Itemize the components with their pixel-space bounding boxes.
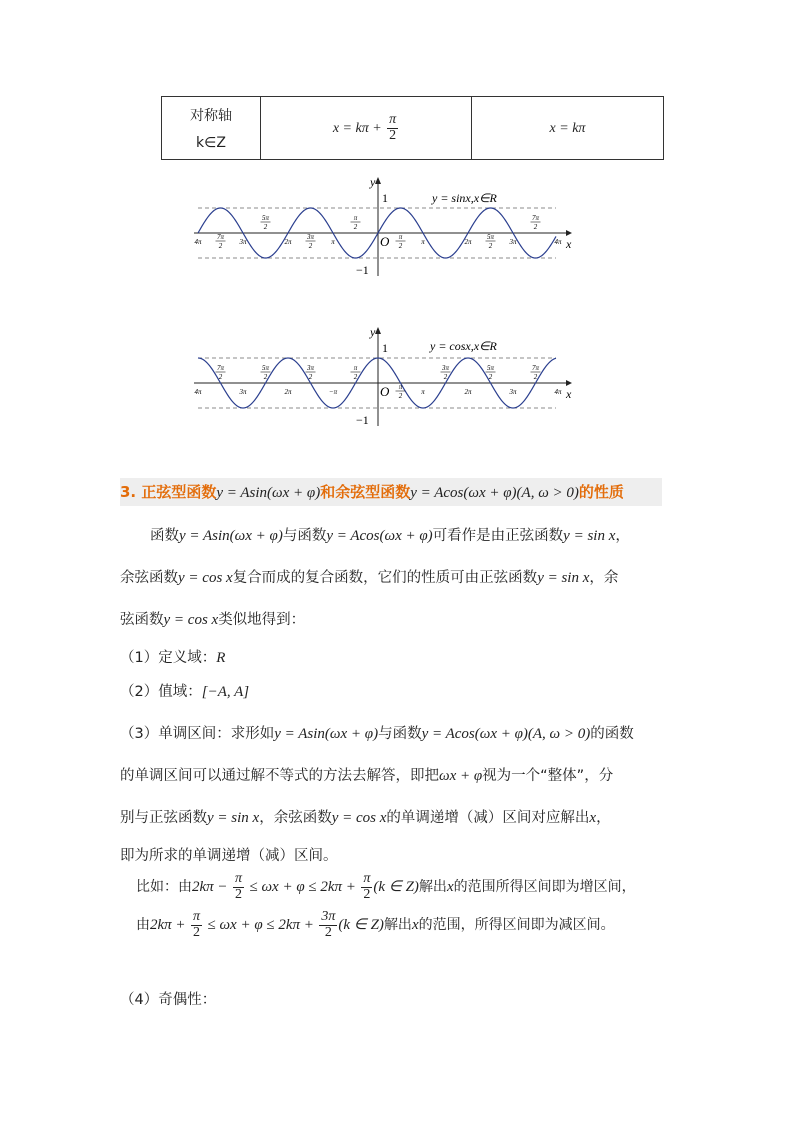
tick-label-above-denominator: 2 [533, 223, 538, 231]
tick-label-below-numerator: 5π [486, 233, 495, 241]
tick-label-above-numerator: 7π [531, 214, 540, 222]
tick-label-below-numerator: π [398, 233, 403, 241]
tick-label-below-denominator: 2 [398, 242, 403, 250]
math: ωx + φ [439, 768, 483, 784]
tick-label-above-denominator: 2 [443, 373, 448, 381]
tick-label-below-denominator: 2 [218, 242, 223, 250]
fraction-numerator: 3π [321, 909, 336, 924]
x-axis-label: x [566, 387, 572, 401]
tick-label-above-denominator: 2 [488, 373, 493, 381]
x-axis-arrow-icon [566, 380, 572, 386]
tick-label-below: π [331, 238, 335, 246]
text: ，余 [589, 570, 619, 586]
tick-label-below: 4π [554, 388, 562, 396]
symmetry-axis-table [161, 96, 664, 160]
monotonic-line-1 [120, 722, 634, 743]
example-increasing [136, 872, 636, 902]
fraction-denominator: 2 [324, 924, 332, 940]
math: y = cos x [331, 810, 387, 826]
text: 别与正弦函数 [120, 810, 207, 826]
k-in-z-label: k∈Z [196, 135, 226, 151]
tick-label-below: 2π [464, 388, 472, 396]
range-item [120, 680, 249, 701]
section-heading [120, 478, 662, 506]
min-label: −1 [356, 263, 369, 277]
monotonic-line-3 [120, 806, 611, 827]
tick-label-below: −π [328, 388, 338, 396]
tick-label-below: 3π [239, 388, 247, 396]
intro-line-1 [150, 524, 630, 545]
tick-label-above-numerator: 7π [531, 364, 540, 372]
fraction-numerator: π [363, 871, 371, 886]
tick-label-above-numerator: π [353, 364, 358, 372]
y-axis-arrow-icon [375, 177, 381, 184]
tick-label-below: 2π [284, 388, 292, 396]
origin-label: O [380, 234, 390, 249]
fraction-denominator: 2 [193, 924, 200, 940]
text: （3）单调区间：求形如 [120, 726, 275, 742]
tick-label-above-numerator: 5π [486, 364, 495, 372]
y-axis-label: y [370, 325, 376, 339]
item-label: （4）奇偶性： [120, 992, 217, 1008]
intro-line-2 [120, 566, 618, 587]
tick-label-above-denominator: 2 [533, 373, 538, 381]
math: y = cos x [178, 570, 233, 586]
sine-graph [190, 172, 580, 282]
math: (k ∈ Z) [338, 917, 384, 934]
x-axis-arrow-icon [566, 230, 572, 236]
text: 余弦函数 [120, 570, 178, 586]
tick-label-above-numerator: π [353, 214, 358, 222]
origin-label: O [380, 384, 390, 399]
math: [−A, A] [201, 684, 250, 700]
math: ≤ ωx + φ ≤ 2kπ + [249, 879, 356, 896]
math: x [446, 879, 454, 896]
text: 与函数 [282, 528, 327, 544]
fraction-numerator: π [389, 111, 397, 127]
item-label: （2）值域： [120, 684, 202, 700]
tick-label-below: 3π [509, 388, 517, 396]
math: y = Acos(ωx + φ) [326, 528, 433, 544]
intro-line-3 [120, 608, 305, 629]
domain-item [120, 646, 225, 667]
tick-label-above-denominator: 2 [218, 373, 223, 381]
monotonic-line-4 [120, 844, 338, 865]
math: (k ∈ Z) [373, 879, 419, 896]
symmetry-axis-label: 对称轴 [190, 108, 232, 124]
pi-over-2-fraction [233, 872, 244, 902]
cosine-graph [190, 322, 580, 432]
math: y = sin x [563, 528, 616, 544]
3pi-over-2-fraction [319, 910, 337, 940]
y-axis-arrow-icon [375, 327, 381, 334]
tick-label-above-numerator: 7π [216, 364, 225, 372]
text: 函数 [150, 528, 179, 544]
tick-label-above-numerator: 3π [306, 364, 315, 372]
math: R [216, 650, 226, 666]
text: 的单调递增（减）区间对应解出 [386, 810, 590, 826]
tick-label-below-denominator: 2 [308, 242, 313, 250]
math: y = Acos(ωx + φ)(A, ω > 0) [421, 726, 591, 742]
math: y = cos x [163, 612, 219, 628]
tick-label-above-denominator: 2 [353, 223, 358, 231]
math: x [411, 917, 419, 934]
sin-symmetry-cell [261, 97, 472, 160]
heading-math: y = Acos(ωx + φ)(A, ω > 0) [410, 485, 579, 501]
symmetry-axis-label-cell [162, 97, 261, 160]
heading-text: 的性质 [578, 483, 624, 501]
tick-label-above-denominator: 2 [308, 373, 313, 381]
sin-symmetry-expr: x = kπ + [332, 121, 382, 136]
heading-math: y = Asin(ωx + φ) [216, 485, 321, 501]
text: 由 [136, 917, 150, 934]
text: 视为一个“整体”，分 [482, 768, 614, 784]
fraction-numerator: π [193, 909, 201, 924]
tick-label-below: 2π [284, 238, 292, 246]
tick-label-above-denominator: 2 [263, 223, 268, 231]
math: x [589, 810, 597, 826]
pi-over-2-fraction [387, 113, 398, 143]
max-label: 1 [382, 341, 388, 355]
tick-label-below: 4π [554, 238, 562, 246]
math: y = Asin(ωx + φ) [274, 726, 379, 742]
max-label: 1 [382, 191, 388, 205]
tick-label-above-denominator: 2 [353, 373, 358, 381]
text: 与函数 [378, 726, 422, 742]
tick-label-below: 3π [239, 238, 247, 246]
text: 的范围所得区间即为增区间， [453, 879, 636, 896]
monotonic-line-2 [120, 764, 613, 785]
tick-label-below: π [421, 388, 425, 396]
tick-label-below: 3π [509, 238, 517, 246]
text: ， [615, 528, 630, 544]
heading-text: 和余弦型函数 [320, 483, 411, 501]
fraction-denominator: 2 [235, 886, 242, 902]
text: 可看作是由正弦函数 [432, 528, 564, 544]
math: 2kπ + [150, 917, 186, 934]
text: ， [596, 810, 611, 826]
sine-function-label: y = sinx,x∈R [432, 191, 497, 205]
cosine-function-label: y = cosx,x∈R [430, 339, 497, 353]
tick-label-above-numerator: 5π [261, 214, 270, 222]
tick-label-below: 4π [194, 238, 202, 246]
tick-label-below-numerator: 3π [306, 233, 315, 241]
item-label: （1）定义域： [120, 650, 217, 666]
heading-text: 3. 正弦型函数 [120, 483, 217, 501]
math: ≤ ωx + φ ≤ 2kπ + [207, 917, 314, 934]
text: 的函数 [590, 726, 634, 742]
text: 的范围，所得区间即为减区间。 [418, 917, 615, 934]
tick-label-below-denominator: 2 [488, 242, 493, 250]
text: 比如：由 [136, 879, 192, 896]
min-label: −1 [356, 413, 369, 427]
tick-label-above-numerator: 3π [441, 364, 450, 372]
text: 解出 [383, 917, 412, 934]
cos-symmetry-cell [472, 97, 664, 160]
math: y = sin x [537, 570, 590, 586]
y-axis-label: y [370, 175, 376, 189]
math: y = sin x [207, 810, 260, 826]
tick-label-above-numerator: 5π [261, 364, 270, 372]
tick-label-below-denominator: 2 [398, 392, 403, 400]
tick-label-below: 2π [464, 238, 472, 246]
text: 即为所求的单调递增（减）区间。 [120, 848, 338, 864]
text: 弦函数 [120, 612, 164, 628]
tick-label-below: π [421, 238, 425, 246]
tick-label-below-numerator: π [398, 383, 403, 391]
text: ，余弦函数 [259, 810, 332, 826]
text: 类似地得到： [218, 612, 306, 628]
text: 的单调区间可以通过解不等式的方法去解答，即把 [120, 768, 439, 784]
text: 复合而成的复合函数，它们的性质可由正弦函数 [232, 570, 538, 586]
cos-symmetry-expr: x = kπ [549, 120, 586, 136]
tick-label-below: 4π [194, 388, 202, 396]
x-axis-label: x [566, 237, 572, 251]
pi-over-2-fraction [361, 872, 372, 902]
tick-label-above-denominator: 2 [263, 373, 268, 381]
text: 解出 [418, 879, 447, 896]
tick-label-below-numerator: 7π [216, 233, 225, 241]
fraction-denominator: 2 [389, 127, 397, 143]
math: 2kπ − [192, 879, 228, 896]
pi-over-2-fraction [191, 910, 202, 940]
math: y = Asin(ωx + φ) [179, 528, 283, 544]
fraction-denominator: 2 [363, 886, 371, 902]
parity-item [120, 988, 216, 1009]
fraction-numerator: π [235, 871, 243, 886]
example-decreasing [136, 910, 615, 940]
